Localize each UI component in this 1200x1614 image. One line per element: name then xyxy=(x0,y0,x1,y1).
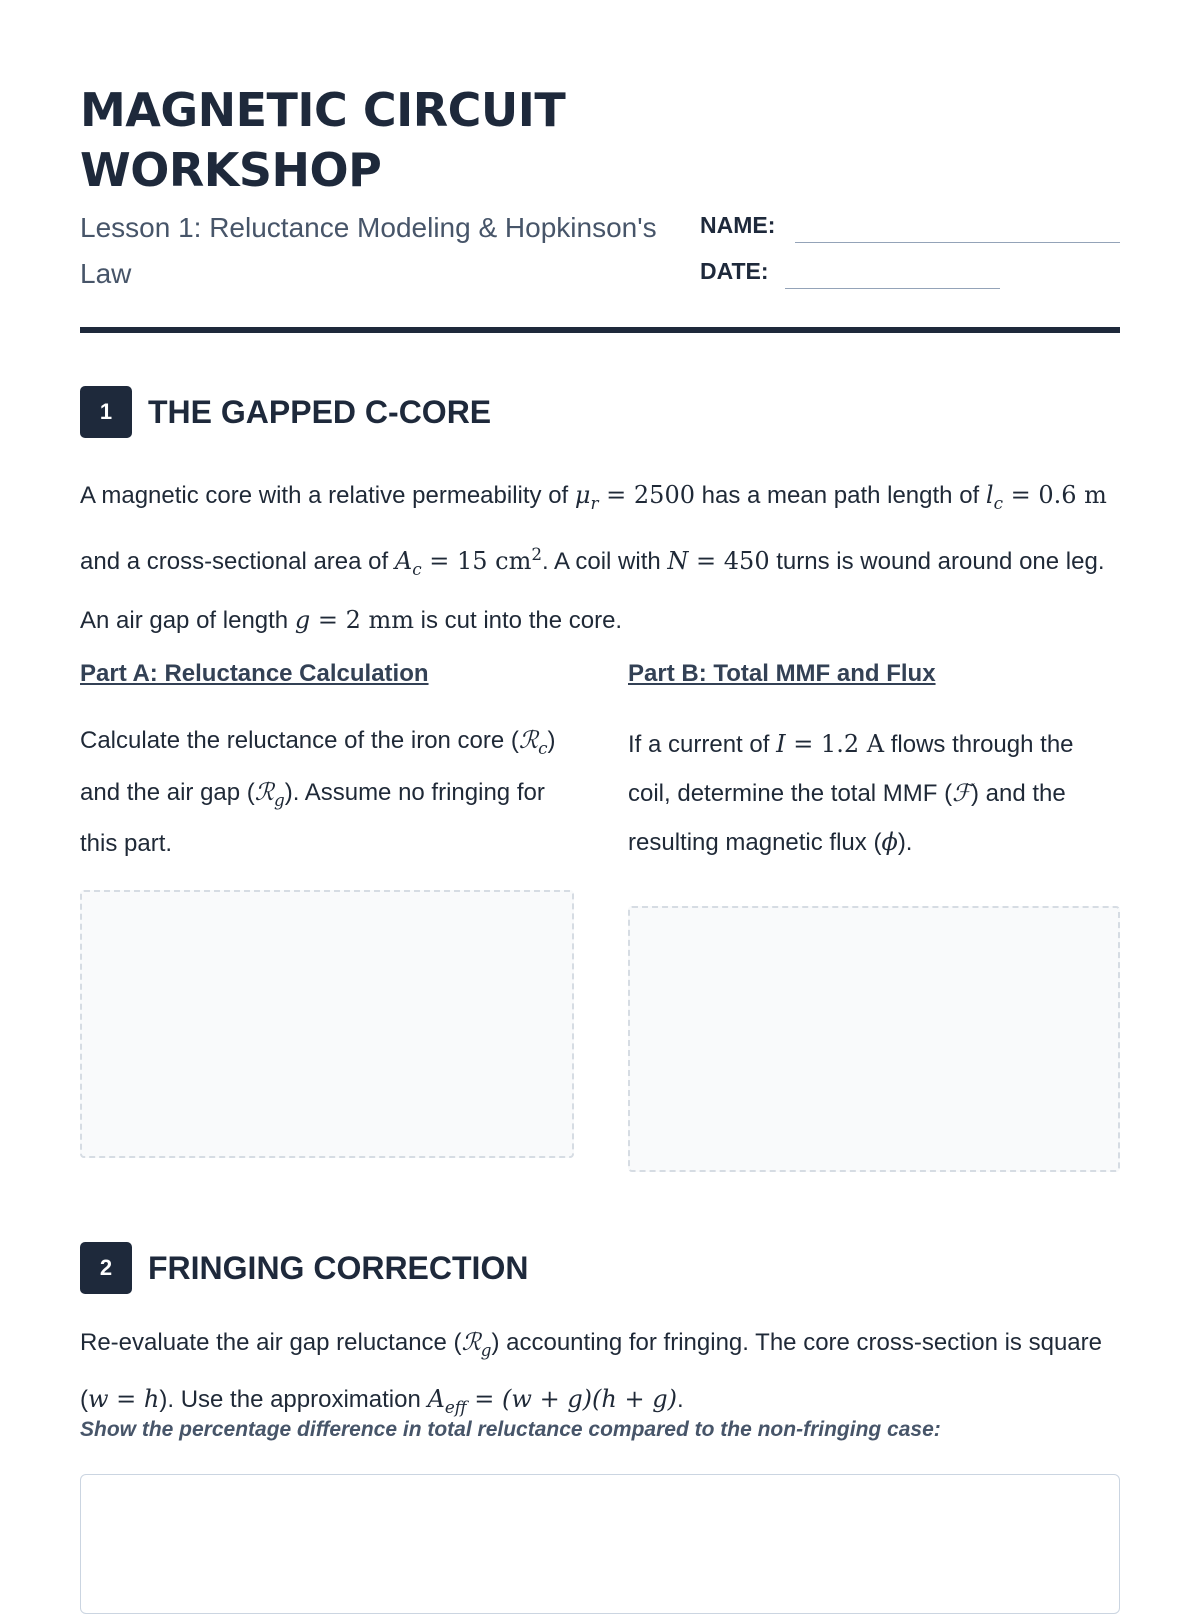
section-1-problem-text: A magnetic core with a relative permeability of $\mu_r = 2500$ has a mean path length of $l_c = 0.6$ m and a cross-sectional area of $A_c = 15$ $cm^2$. A coil with N = 450 turns is wound around one leg. An air gap of length g = 2 mm is cut into the core. xyxy=(80,481,1107,634)
date-field xyxy=(700,258,769,285)
section-number-badge: 1 xyxy=(80,386,132,438)
date-label: DATE: xyxy=(700,258,769,284)
worksheet-header xyxy=(80,80,1120,289)
section-2-heading xyxy=(80,1242,528,1294)
part-b-question: If a current of I = 1.2 A flows through the coil, determine the total MMF (ℱ) and the resulting magnetic flux (ϕ). xyxy=(628,730,1074,856)
section-title: FRINGING CORRECTION xyxy=(148,1249,529,1286)
name-label: NAME: xyxy=(700,212,776,238)
part-a-question: Calculate the reluctance of the iron core (ℛ$_c$) and the air gap (ℛ$_g$). Assume no fringing for this part. xyxy=(80,726,556,857)
section-2-problem-text: Re-evaluate the air gap reluctance (ℛ$_g$) accounting for fringing. The core cross-section is square (w = h). Use the approximation $A_{eff} = (w + g)(h + g)$. xyxy=(80,1328,1102,1417)
page-title: MAGNETIC CIRCUIT WORKSHOP xyxy=(80,83,566,197)
part-a-heading: Part A: Reluctance Calculation xyxy=(80,660,429,687)
part-a-work-area[interactable] xyxy=(80,890,574,1158)
part-b-heading: Part B: Total MMF and Flux xyxy=(628,660,936,687)
section-2-answer-area[interactable] xyxy=(80,1474,1120,1614)
part-a xyxy=(80,660,570,857)
section-2-instruction: Show the percentage difference in total reluctance compared to the non-fringing case: xyxy=(80,1418,941,1441)
part-b-work-area[interactable] xyxy=(628,906,1120,1172)
name-field xyxy=(700,212,775,239)
name-input-line[interactable] xyxy=(795,242,1120,243)
date-input-line[interactable] xyxy=(785,288,1000,289)
header-divider xyxy=(80,327,1120,333)
section-title: THE GAPPED C-CORE xyxy=(148,393,492,430)
part-b xyxy=(628,660,1118,856)
section-number-badge: 2 xyxy=(80,1242,132,1294)
section-1-heading xyxy=(80,386,491,438)
lesson-subtitle: Lesson 1: Reluctance Modeling & Hopkinson's Law xyxy=(80,212,657,289)
